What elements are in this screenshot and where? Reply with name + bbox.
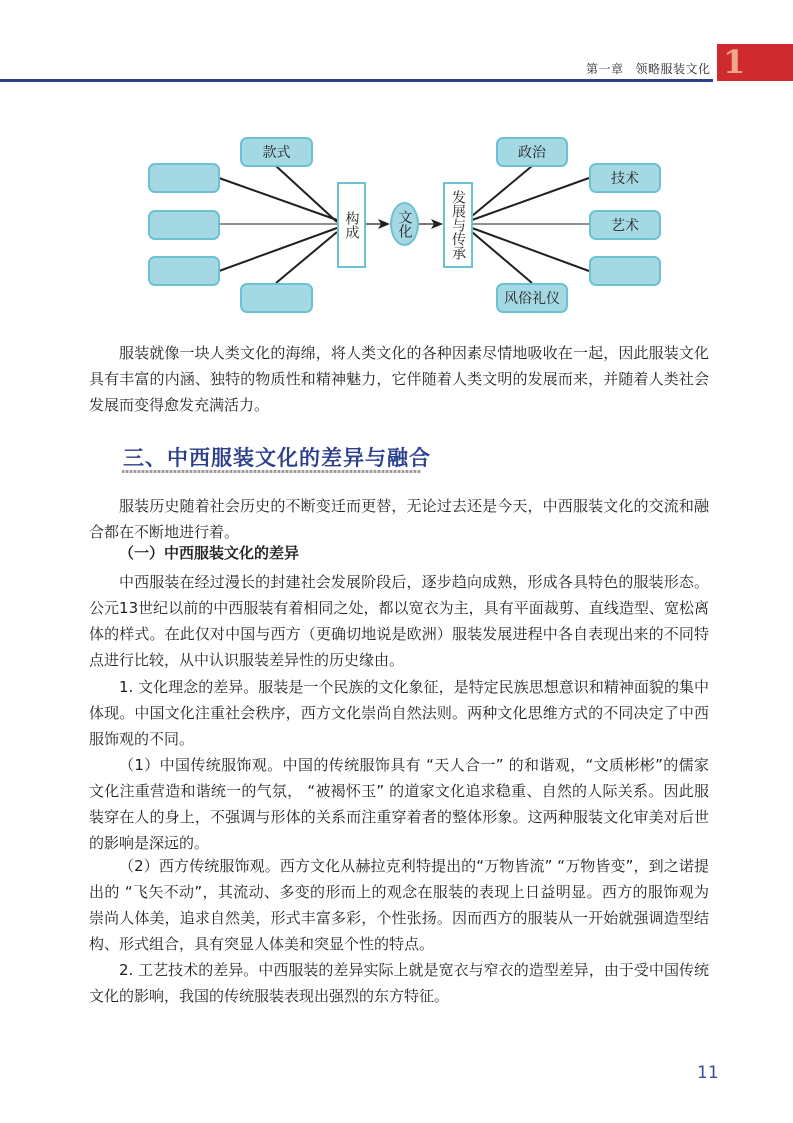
paragraph-1: 中西服装在经过漫长的封建社会发展阶段后，逐步趋向成熟，形成各具特色的服装形态。公元13世纪以前的中西服装有着相同之处，都以宽衣为主，具有平面裁剪、直线造型、宽松离体的样式。在此仅对中国与西方（更确切地说是欧洲）服装发展进程中各自表现出来的不同特点进行比较，从中认识服装差异性的历史缘由。	[89, 573, 709, 669]
chapter-title: 领略服装文化	[635, 62, 711, 76]
node-empty	[148, 163, 220, 193]
node-style: 款式	[240, 137, 313, 167]
node-empty	[589, 256, 661, 286]
node-technology: 技术	[589, 163, 661, 193]
subheading: （一）中西服装文化的差异	[119, 544, 300, 562]
connector-line	[219, 228, 337, 271]
section-title-underline	[122, 470, 421, 473]
connector-line	[219, 178, 337, 220]
connector-line	[276, 166, 337, 222]
node-empty	[148, 256, 220, 286]
paragraph-3: （1）中国传统服饰观。中国的传统服饰具有 “天人合一” 的和谐观，“文质彬彬”的儒家文化注重营造和谐统一的气氛， “被褐怀玉” 的道家文化追求稳重、自然的人际关系。因此服装穿在人的身上，不强调与形体的关系而注重穿着者的整体形象。这两种服装文化审美对后世的影响是深远的。	[89, 756, 709, 852]
node-empty	[148, 210, 220, 240]
connector-line	[472, 178, 589, 220]
chapter-number: 1	[723, 43, 746, 81]
chapter-label: 第一章	[586, 62, 624, 76]
page-number: 11	[697, 1063, 719, 1083]
node-customs-etiquette: 风俗礼仪	[496, 283, 568, 313]
paragraph-4: （2）西方传统服饰观。西方文化从赫拉克利特提出的“万物皆流” “万物皆变”，到之诺提出的 “飞矢不动”，其流动、多变的形而上的观念在服装的表现上日益明显。西方的服饰观为崇尚人体美，追求自然美，形式丰富多彩，个性张扬。因而西方的服装从一开始就强调造型结构、形式组合，具有突显人体美和突显个性的特点。	[89, 857, 709, 953]
composition-box: 构成	[337, 182, 366, 268]
section-intro-paragraph: 服装历史随着社会历史的不断变迁而更替，无论过去还是今天，中西服装文化的交流和融合都在不断地进行着。	[89, 497, 709, 541]
paragraph-5: 2. 工艺技术的差异。中西服装的差异实际上就是宽衣与窄衣的造型差异，由于受中国传统文化的影响，我国的传统服装表现出强烈的东方特征。	[89, 961, 709, 1005]
section-title: 三、中西服装文化的差异与融合	[123, 446, 431, 470]
intro-paragraph: 服装就像一块人类文化的海绵，将人类文化的各种因素尽情地吸收在一起，因此服装文化具有丰富的内涵、独特的物质性和精神魅力，它伴随着人类文明的发展而来，并随着人类社会发展而变得愈发充满活力。	[89, 344, 709, 414]
diagram-connectors	[0, 0, 793, 330]
development-box: 发展与传承	[443, 182, 473, 268]
node-empty	[240, 283, 313, 313]
connector-line	[472, 228, 589, 271]
culture-diagram	[0, 0, 793, 330]
node-art: 艺术	[589, 210, 661, 240]
node-politics: 政治	[496, 137, 568, 167]
culture-ellipse: 文化	[390, 202, 419, 246]
paragraph-2: 1. 文化理念的差异。服装是一个民族的文化象征，是特定民族思想意识和精神面貌的集中体现。中国文化注重社会秩序，西方文化崇尚自然法则。两种文化思维方式的不同决定了中西服饰观的不同。	[89, 678, 709, 748]
